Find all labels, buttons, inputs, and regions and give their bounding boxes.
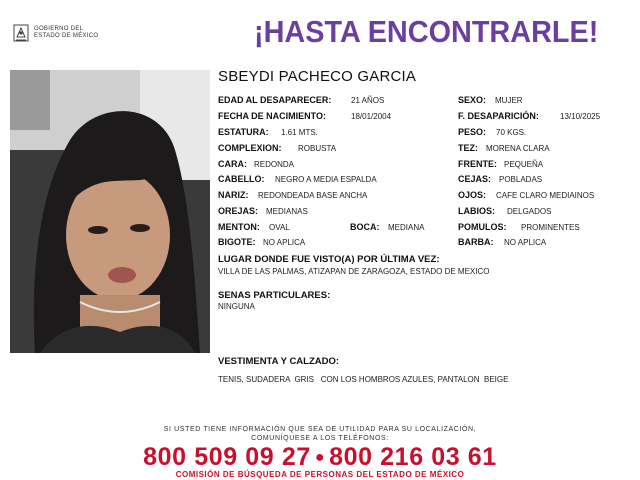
labios-value: DELGADOS [507, 207, 552, 216]
complexion-label: COMPLEXION: [218, 143, 282, 153]
nariz-value: REDONDEADA BASE ANCHA [258, 191, 368, 200]
menton-value: OVAL [269, 223, 290, 232]
peso-label: PESO: [458, 127, 487, 137]
frente-value: PEQUEÑA [504, 160, 544, 169]
tez-value: MORENA CLARA [486, 144, 550, 153]
vestimenta-label: VESTIMENTA Y CALZADO: [218, 356, 340, 367]
phone-number-1[interactable]: 800 509 09 27 [143, 443, 311, 471]
orejas-value: MEDIANAS [266, 207, 308, 216]
barba-label: BARBA: [458, 237, 494, 247]
gov-line-2: ESTADO DE MÉXICO [34, 33, 99, 39]
lugar-label: LUGAR DONDE FUE VISTO(A) POR ÚLTIMA VEZ: [218, 254, 440, 265]
estatura-label: ESTATURA: [218, 127, 269, 137]
sexo-label: SEXO: [458, 95, 487, 105]
barba-value: NO APLICA [504, 238, 547, 247]
cara-value: REDONDA [254, 160, 295, 169]
boca-label: BOCA: [350, 222, 380, 232]
estatura-value: 1.61 MTS. [281, 128, 318, 137]
government-logo [12, 22, 98, 44]
bigote-label: BIGOTE: [218, 237, 256, 247]
footer-info-line: SI USTED TIENE INFORMACIÓN QUE SEA DE UTILIDAD PARA SU LOCALIZACIÓN, [163, 426, 477, 433]
separator-dot-icon: ● [314, 449, 326, 466]
coat-of-arms-icon [12, 22, 30, 44]
fnac-value: 18/01/2004 [351, 112, 392, 121]
agency-name: COMISIÓN DE BÚSQUEDA DE PERSONAS DEL ESTADO DE MÉXICO [175, 470, 465, 479]
missing-person-photo [10, 70, 210, 353]
frente-label: FRENTE: [458, 159, 497, 169]
fdes-value: 13/10/2025 [560, 112, 601, 121]
edad-label: EDAD AL DESAPARECER: [218, 95, 332, 105]
bigote-value: NO APLICA [263, 238, 306, 247]
vestimenta-value: TENIS, SUDADERA GRIS CON LOS HOMBROS AZULES, PANTALON BEIGE [218, 375, 509, 384]
menton-label: MENTON: [218, 222, 260, 232]
nariz-label: NARIZ: [218, 190, 249, 200]
tez-label: TEZ: [458, 143, 478, 153]
phone-number-2[interactable]: 800 216 03 61 [329, 443, 497, 471]
labios-label: LABIOS: [458, 206, 495, 216]
pomulos-label: POMULOS: [458, 222, 507, 232]
sexo-value: MUJER [495, 96, 523, 105]
ojos-value: CAFE CLARO MEDIAINOS [496, 191, 595, 200]
government-label [34, 26, 98, 40]
cara-label: CARA: [218, 159, 247, 169]
orejas-label: OREJAS: [218, 206, 259, 216]
phone-numbers [0, 443, 640, 472]
cejas-label: CEJAS: [458, 174, 492, 184]
cejas-value: POBLADAS [499, 175, 543, 184]
boca-value: MEDIANA [388, 223, 425, 232]
complexion-value: ROBUSTA [298, 144, 337, 153]
lugar-value: VILLA DE LAS PALMAS, ATIZAPAN DE ZARAGOZA, ESTADO DE MEXICO [218, 267, 490, 276]
portrait-image [10, 70, 210, 353]
cabello-label: CABELLO: [218, 174, 265, 184]
ojos-label: OJOS: [458, 190, 487, 200]
gov-line-1: GOBIERNO DEL [34, 26, 84, 32]
footer-contact-line: COMUNÍQUESE A LOS TELÉFONOS: [251, 435, 389, 442]
pomulos-value: PROMINENTES [521, 223, 580, 232]
fdes-label: F. DESAPARICIÓN: [458, 111, 539, 121]
senas-label: SENAS PARTICULARES: [218, 290, 331, 301]
fnac-label: FECHA DE NACIMIENTO: [218, 111, 326, 121]
person-name: SBEYDI PACHECO GARCIA [218, 68, 417, 85]
banner-title: ¡HASTA ENCONTRARLE! [254, 14, 599, 49]
edad-value: 21 AÑOS [351, 96, 385, 105]
peso-value: 70 KGS. [496, 128, 527, 137]
cabello-value: NEGRO A MEDIA ESPALDA [275, 175, 377, 184]
senas-value: NINGUNA [218, 302, 255, 311]
